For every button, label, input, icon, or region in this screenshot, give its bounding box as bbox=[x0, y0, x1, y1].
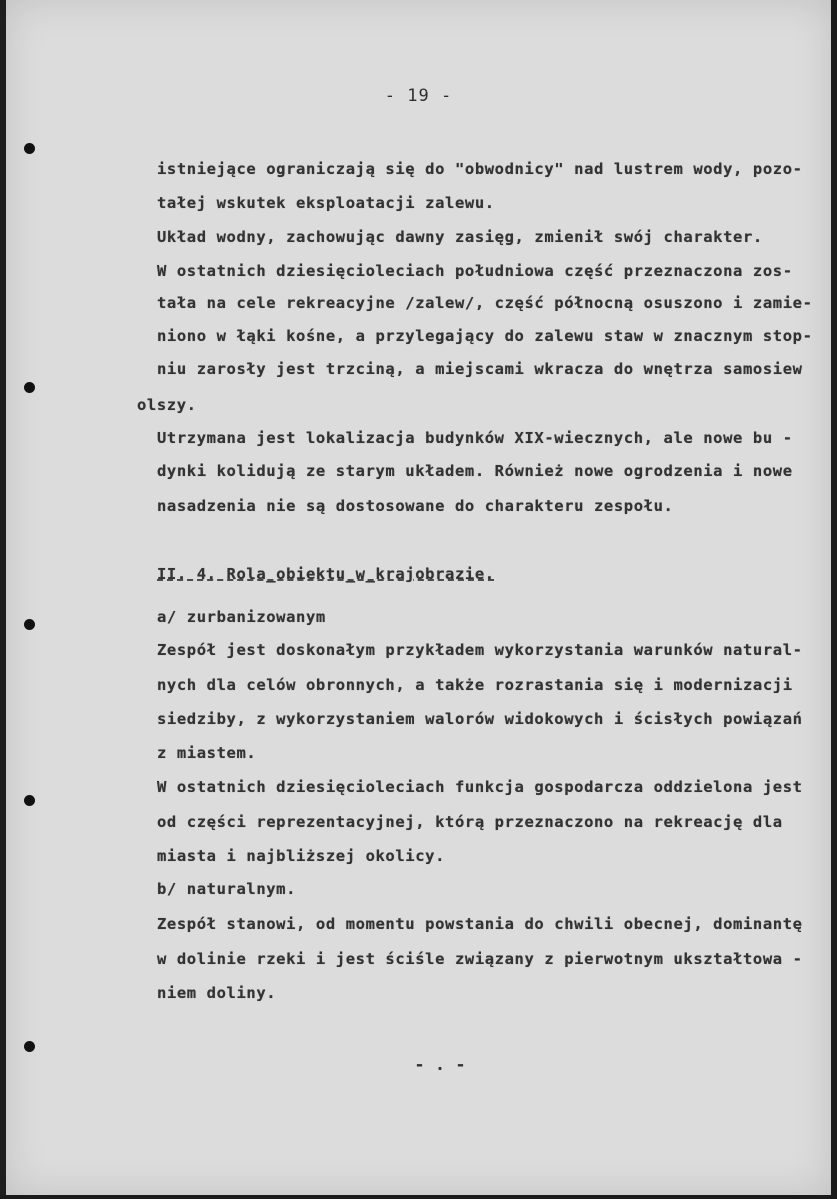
text-line: nych dla celów obronnych, a także rozrastania się i modernizacji bbox=[157, 676, 793, 694]
text-line: niu zarosły jest trzciną, a miejscami wkracza do wnętrza samosiew bbox=[157, 360, 803, 378]
text-line: siedziby, z wykorzystaniem walorów widokowych i ścisłych powiązań bbox=[157, 710, 803, 728]
text-line: tała na cele rekreacyjne /zalew/, część północną osuszono i zamie- bbox=[157, 294, 813, 312]
text-line: istniejące ograniczają się do "obwodnicy" nad lustrem wody, pozo- bbox=[157, 160, 803, 178]
text-line: W ostatnich dziesięcioleciach funkcja gospodarcza oddzielona jest bbox=[157, 778, 803, 796]
text-line: Zespół jest doskonałym przykładem wykorzystania warunków natural- bbox=[157, 641, 803, 659]
page-number: - 19 - bbox=[384, 86, 453, 106]
punch-hole bbox=[24, 1041, 35, 1052]
end-mark: - . - bbox=[414, 1055, 466, 1075]
text-line: b/ naturalnym. bbox=[157, 880, 297, 898]
punch-hole bbox=[24, 382, 35, 393]
text-line: nasadzenia nie są dostosowane do charakteru zespołu. bbox=[157, 497, 674, 515]
text-line: Utrzymana jest lokalizacja budynków XIX-wiecznych, ale nowe bu - bbox=[157, 429, 793, 447]
scan-edge-left bbox=[0, 0, 6, 1199]
scan-edge-bottom bbox=[0, 1195, 837, 1199]
punch-hole bbox=[24, 795, 35, 806]
section-heading: II. 4. Rola_obiektu_w_krajobrazie. bbox=[157, 565, 495, 583]
text-line: w dolinie rzeki i jest ściśle związany z pierwotnym ukształtowa - bbox=[157, 950, 803, 968]
text-line: dynki kolidują ze starym układem. Również nowe ogrodzenia i nowe bbox=[157, 462, 793, 480]
text-line: Zespół stanowi, od momentu powstania do chwili obecnej, dominantę bbox=[157, 915, 803, 933]
text-line: tałej wskutek eksploatacji zalewu. bbox=[157, 194, 495, 212]
punch-hole bbox=[24, 143, 35, 154]
text-line: Układ wodny, zachowując dawny zasięg, zmienił swój charakter. bbox=[157, 228, 763, 246]
text-line: niono w łąki kośne, a przylegający do zalewu staw w znacznym stop- bbox=[157, 327, 813, 345]
text-line: olszy. bbox=[137, 396, 197, 414]
punch-hole bbox=[24, 619, 35, 630]
text-line: miasta i najbliższej okolicy. bbox=[157, 847, 446, 865]
scan-edge-right bbox=[831, 0, 837, 1199]
text-line: W ostatnich dziesięcioleciach południowa część przeznaczona zos- bbox=[157, 262, 793, 280]
text-line: od części reprezentacyjnej, którą przeznaczono na rekreację dla bbox=[157, 813, 783, 831]
text-line: z miastem. bbox=[157, 744, 257, 762]
text-line: niem doliny. bbox=[157, 984, 277, 1002]
text-line: a/ zurbanizowanym bbox=[157, 608, 326, 626]
document-page bbox=[6, 0, 831, 1195]
